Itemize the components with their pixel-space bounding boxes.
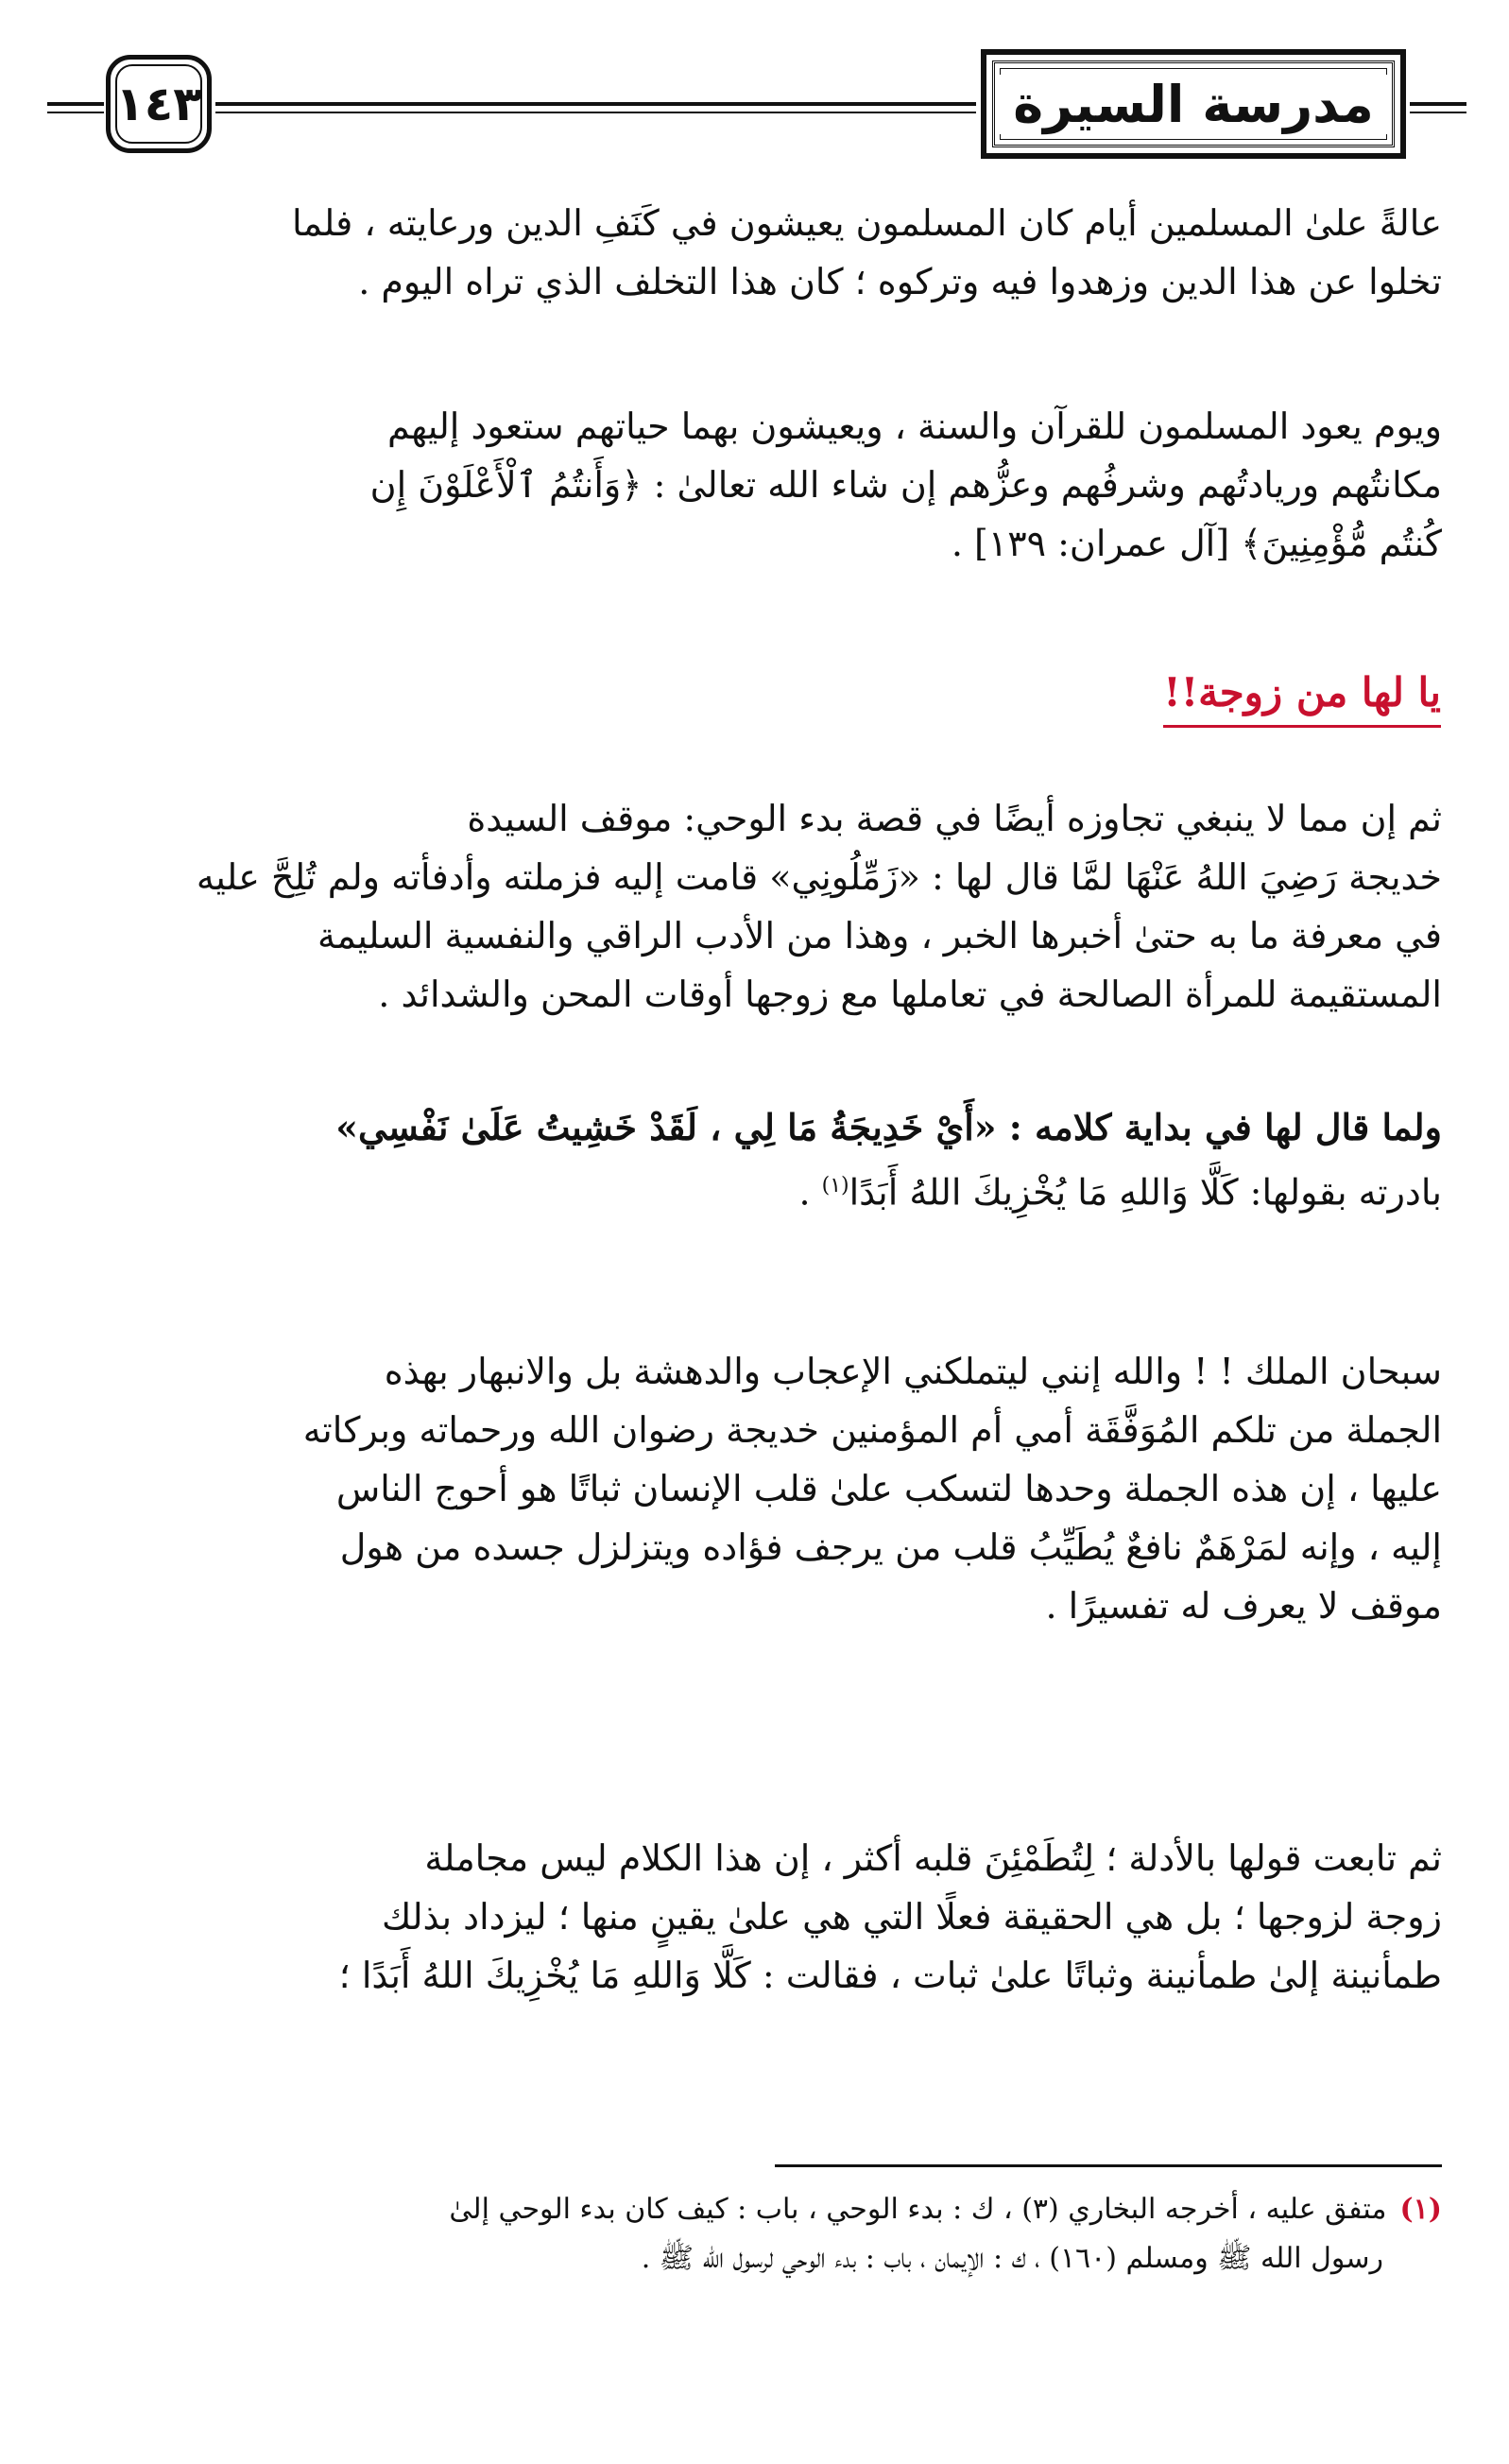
paragraph-4 — [64, 1098, 1442, 1222]
text-line: كُنتُم مُّؤْمِنِينَ﴾ [آل عمران: ١٣٩] . — [951, 523, 1442, 564]
paragraph-2 — [64, 397, 1442, 573]
text-line: موقف لا يعرف له تفسيرًا . — [1045, 1585, 1442, 1627]
quote-text: بادرته بقولها: كَلَّا وَاللهِ مَا يُخْزِيكَ اللهُ أَبَدًا — [849, 1171, 1442, 1214]
header-rule — [215, 102, 976, 106]
section-heading: يا لها من زوجة!! — [1163, 666, 1441, 728]
text-line: عليها ، إن هذه الجملة وحدها لتسكب علىٰ قلب الإنسان ثباتًا هو أحوج الناس — [335, 1468, 1442, 1509]
footnote-text: متفق عليه ، أخرجه البخاري (٣) ، ك : بدء الوحي ، باب : كيف كان بدء الوحي إلىٰ — [449, 2193, 1387, 2226]
footnote-separator — [775, 2164, 1442, 2167]
header-rule — [1410, 112, 1466, 113]
footnote — [64, 2185, 1442, 2283]
footnote-marker: (١) — [1399, 2193, 1442, 2226]
paragraph-5 — [64, 1342, 1442, 1635]
text-line: مكانتُهم وريادتُهم وشرفُهم وعزُّهم إن شاء الله تعالىٰ : ﴿وَأَنتُمُ ٱلْأَعْلَوْنَ إِن — [369, 464, 1442, 506]
text-line: ثم تابعت قولها بالأدلة ؛ لِتُطَمْئِنَ قلبه أكثر ، إن هذا الكلام ليس مجاملة — [424, 1837, 1442, 1879]
paragraph-6 — [64, 1829, 1442, 2005]
text-line: في معرفة ما به حتىٰ أخبرها الخبر ، وهذا من الأدب الراقي والنفسية السليمة — [317, 915, 1442, 956]
text-line: الجملة من تلكم المُوَفَّقَة أمي أم المؤمنين خديجة رضوان الله ورحماته وبركاته — [302, 1409, 1442, 1451]
header-rule — [47, 112, 104, 113]
text-line: بادرته بقولها: كَلَّا وَاللهِ مَا يُخْزِيكَ اللهُ أَبَدًا$^{(١)}$ . — [798, 1171, 1442, 1214]
text-line: ويوم يعود المسلمون للقرآن والسنة ، ويعيشون بهما حياتهم ستعود إليهم — [386, 405, 1442, 447]
text-line: ثم إن مما لا ينبغي تجاوزه أيضًا في قصة بدء الوحي: موقف السيدة — [467, 798, 1442, 839]
header-rule — [47, 102, 104, 106]
paragraph-3 — [64, 789, 1442, 1024]
running-title: مدرسة السيرة — [998, 75, 1389, 134]
header-rule — [1410, 102, 1466, 106]
text-line: ولما قال لها في بداية كلامه : «أَيْ خَدِيجَةُ مَا لِي ، لَقَدْ خَشِيتُ عَلَىٰ نَفْسِي» — [335, 1106, 1442, 1148]
page-number-frame — [106, 55, 212, 153]
text-line: عالةً علىٰ المسلمين أيام كان المسلمون يعيشون في كَنَفِ الدين ورعايته ، فلما — [292, 202, 1442, 244]
header-rule — [215, 112, 976, 113]
footnote-reference: (١) — [821, 1174, 849, 1198]
page-header — [0, 0, 1509, 189]
running-title-plate — [981, 49, 1406, 159]
text-line: المستقيمة للمرأة الصالحة في تعاملها مع زوجها أوقات المحن والشدائد . — [378, 974, 1442, 1015]
footnote-line — [64, 2185, 1442, 2234]
text-line: طمأنينة إلىٰ طمأنينة وثباتًا علىٰ ثبات ، فقالت : كَلَّا وَاللهِ مَا يُخْزِيكَ اللهُ أَبَدًا ؛ — [338, 1955, 1442, 1996]
paragraph-1 — [64, 194, 1442, 311]
text-line: زوجة لزوجها ؛ بل هي الحقيقة فعلًا التي هي علىٰ يقينٍ منها ؛ ليزداد بذلك — [381, 1896, 1442, 1938]
footnote-line: رسول الله ﷺ ومسلم (١٦٠) ، ك : الإيمان ، باب : بدء الوحي لرسول الله ﷺ . — [641, 2242, 1383, 2275]
text-line: تخلوا عن هذا الدين وزهدوا فيه وتركوه ؛ كان هذا التخلف الذي تراه اليوم . — [358, 261, 1442, 302]
text-line: سبحان الملك ! ! والله إنني ليتملكني الإعجاب والدهشة بل والانبهار بهذه — [384, 1351, 1442, 1392]
page-number: ١٤٣ — [115, 77, 202, 131]
text-line: خديجة رَضِيَ اللهُ عَنْهَا لمَّا قال لها : «زَمِّلُونِي» قامت إليه فزملته وأدفأته ولم تُلِحَّ عليه — [196, 856, 1442, 898]
text-line: إليه ، وإنه لمَرْهَمٌ نافعٌ يُطَيِّبُ قلب من يرجف فؤاده ويتزلزل جسده من هول — [339, 1526, 1442, 1568]
